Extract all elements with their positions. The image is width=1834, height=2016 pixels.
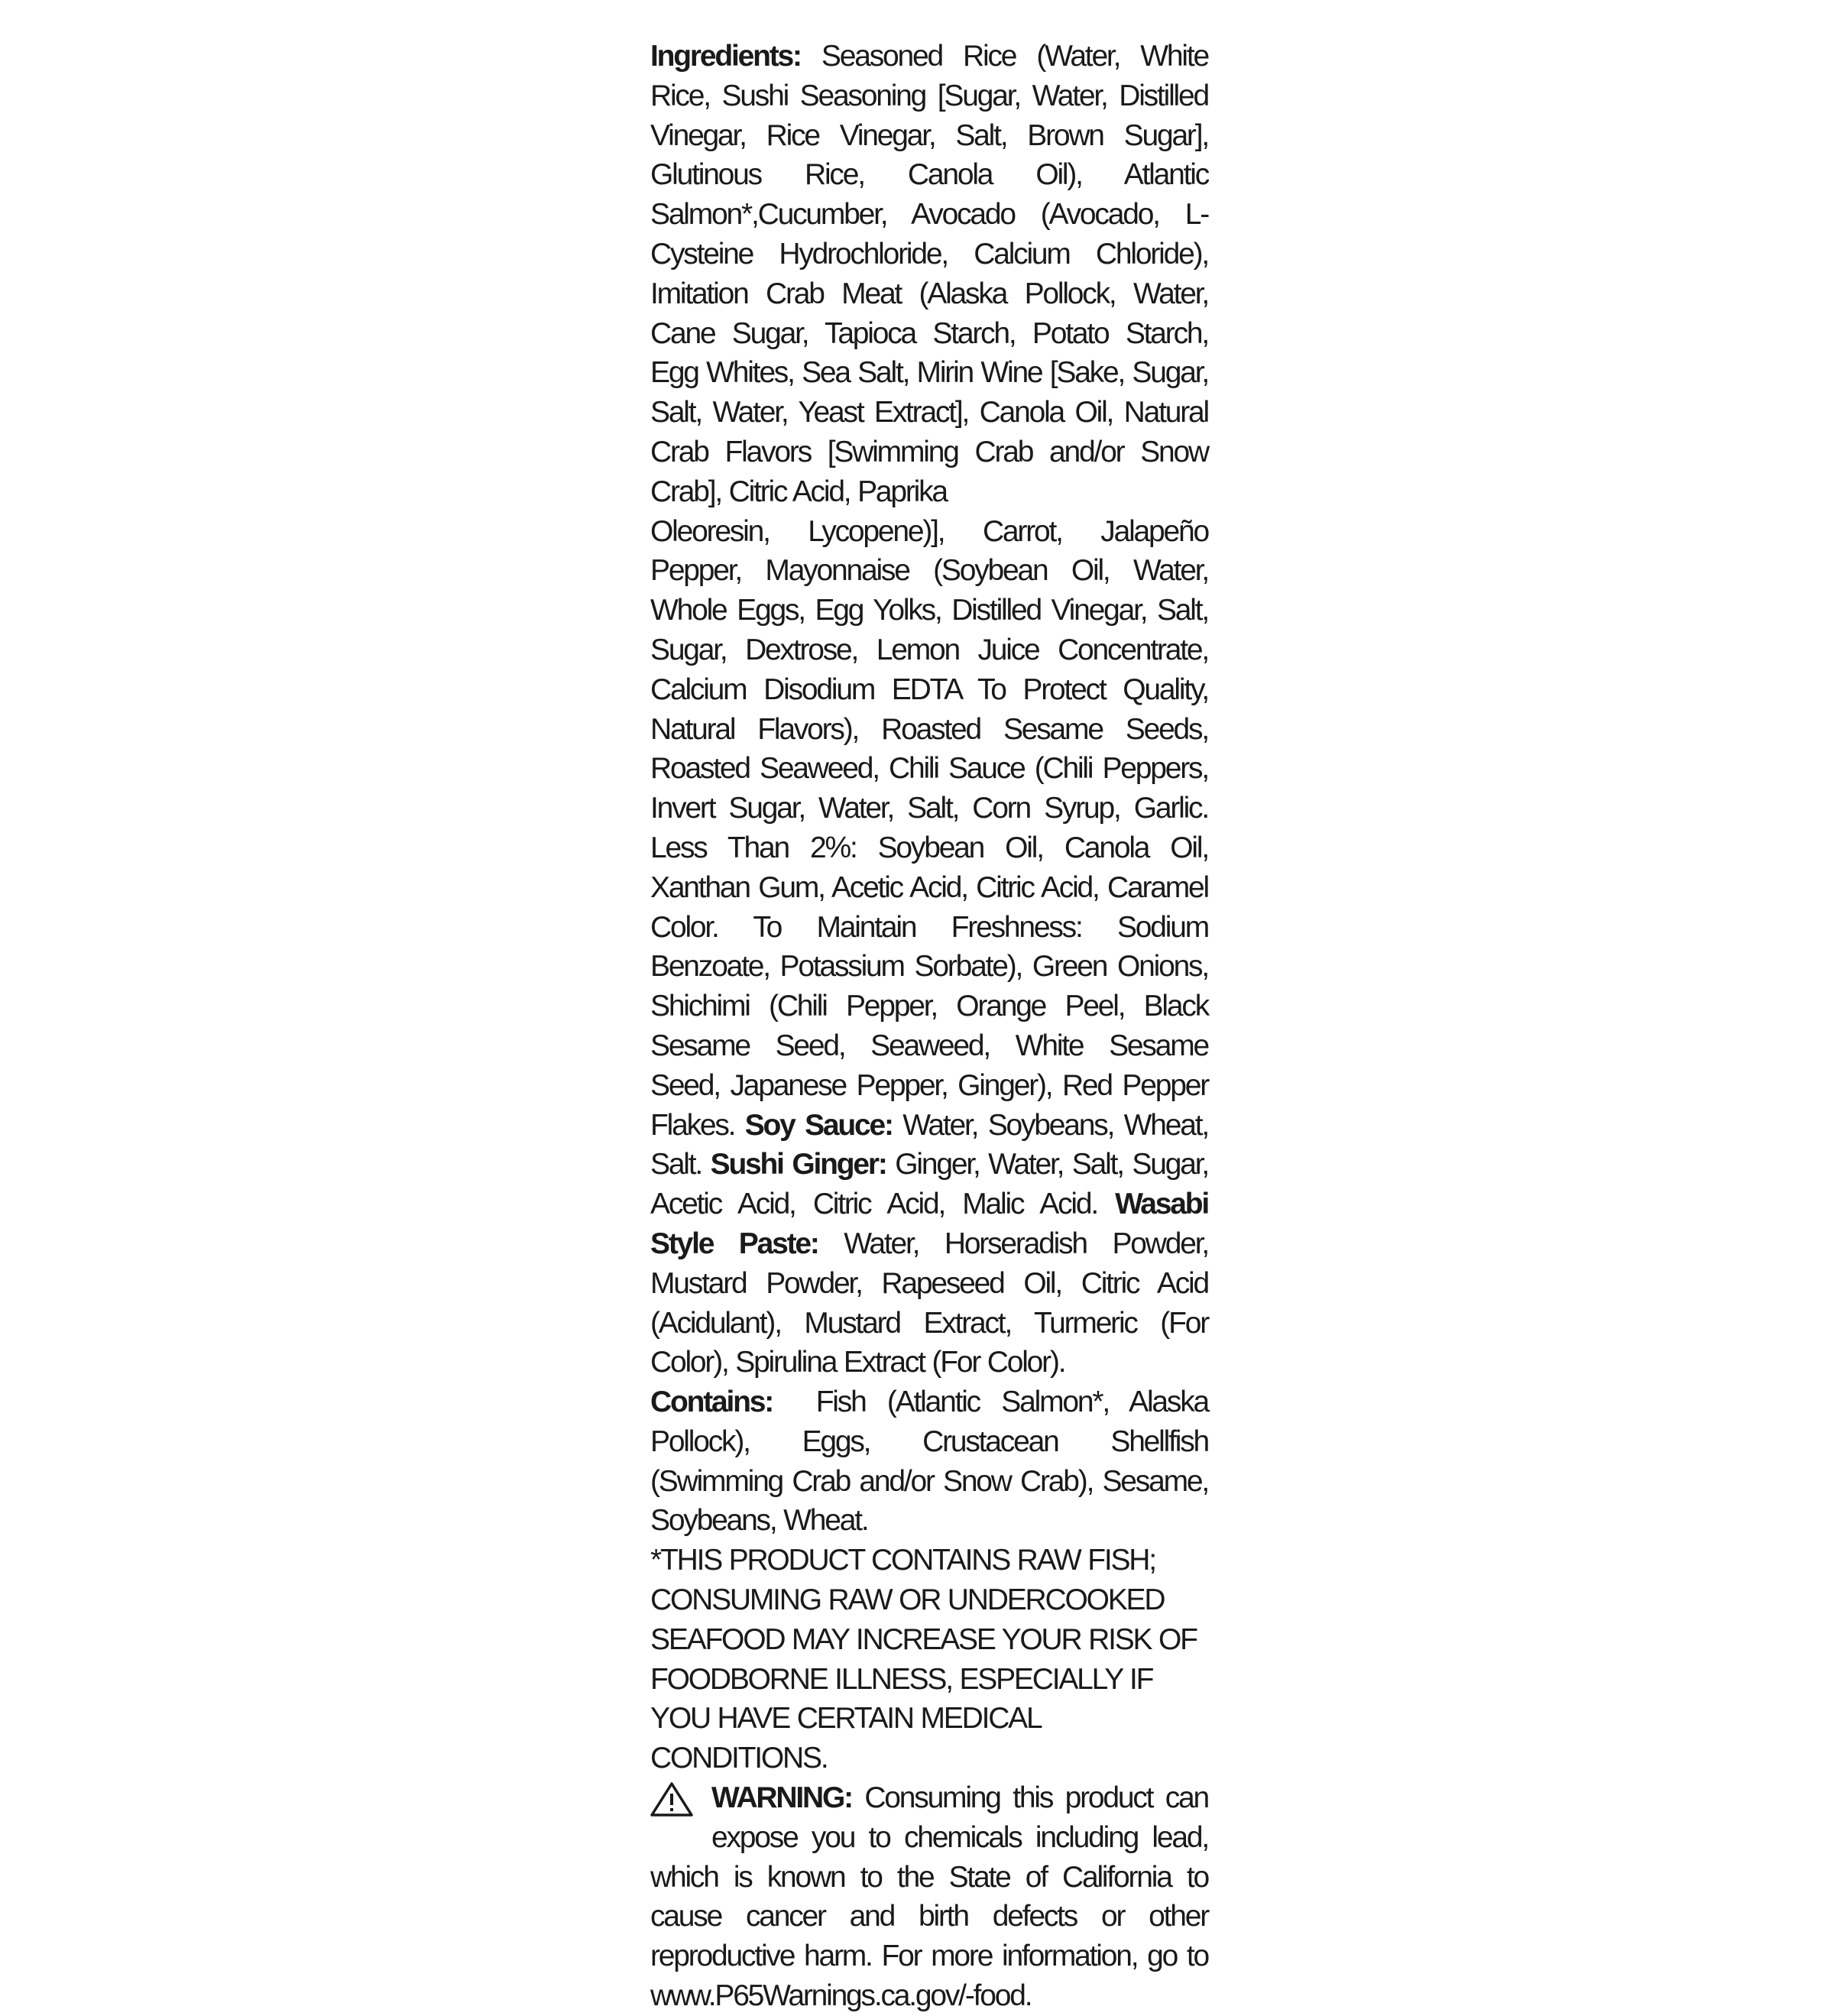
ingredients-heading: Ingredients: <box>650 40 801 73</box>
raw-fish-notice: *THIS PRODUCT CONTAINS RAW FISH; CONSUMING RAW OR UNDERCOOKED SEAFOOD MAY INCREASE YOUR RISK OF FOODBORNE ILLNESS, ESPECIALLY IF YOU HAVE CERTAIN MEDICAL CONDITIONS. <box>650 1544 1197 1775</box>
wasabi-paste-text: Water, Horseradish Powder, Mustard Powder, Rapeseed Oil, Citric Acid (Acidulant), Mustard Extract, Turmeric (For Color), Spirulina Extract (For Color). <box>650 1227 1208 1379</box>
warning-triangle-icon <box>650 1781 696 1818</box>
soy-sauce-text: Water, Soybeans, Wheat, Salt. <box>650 1108 1208 1181</box>
warning-paragraph <box>650 1778 1208 2016</box>
ingredients-paragraph <box>650 37 1208 1382</box>
contains-text: Fish (Atlantic Salmon*, Alaska Pollock), Eggs, Crustacean Shellfish (Swimming Crab and/or Snow Crab), Sesame, Soybeans, Wheat. <box>650 1386 1216 1538</box>
ingredients-text-part-2: Oleoresin, Lycopene)], Carrot, Jalapeño Pepper, Mayonnaise (Soybean Oil, Water, Whole Eggs, Egg Yolks, Distilled Vinegar, Salt, Sugar, Dextrose, Lemon Juice Concentrate, Calcium Disodium EDTA To Protect Quality, Natural Flavors), Roasted Sesame Seeds, Roasted Seaweed, Chili Sauce (Chili Peppers, Invert Sugar, Water, Salt, Corn Syrup, Garlic. Less Than 2%: Soybean Oil, Canola Oil, Xanthan Gum, Acetic Acid, Citric Acid, Caramel Color. To Maintain Freshness: Sodium Benzoate, Potassium Sorbate), Green Onions, Shichimi (Chili Pepper, Orange Peel, Black Sesame Seed, Seaweed, White Sesame Seed, Japanese Pepper, Ginger), Red Pepper Flakes. <box>650 514 1208 1142</box>
contains-paragraph <box>650 1382 1216 1541</box>
contains-heading: Contains: <box>650 1386 773 1419</box>
warning-text: Consuming this product can expose you to chemicals including lead, which is known to the State of California to cause cancer and birth defects or other reproductive harm. For more information, go to www.P65Warnings.ca.gov/-food. <box>650 1781 1208 2013</box>
soy-sauce-heading: Soy Sauce: <box>744 1108 893 1142</box>
sushi-ginger-text: Ginger, Water, Salt, Sugar, Acetic Acid, Citric Acid, Malic Acid. <box>650 1148 1208 1221</box>
ingredients-text-part-1: Seasoned Rice (Water, White Rice, Sushi Seasoning [Sugar, Water, Distilled Vinegar, Rice Vinegar, Salt, Brown Sugar], Glutinous Rice, Canola Oil), Atlantic Salmon*,Cucumber, Avocado (Avocado, L-Cysteine Hydrochloride, Calcium Chloride), Imitation Crab Meat (Alaska Pollock, Water, Cane Sugar, Tapioca Starch, Potato Starch, Egg Whites, Sea Salt, Mirin Wine [Sake, Sugar, Salt, Water, Yeast Extract], Canola Oil, Natural Crab Flavors [Swimming Crab and/or Snow Crab], Citric Acid, Paprika <box>650 40 1208 508</box>
ingredients-label-panel <box>650 37 1216 2016</box>
prop65-warning <box>650 1778 1208 2016</box>
sushi-ginger-heading: Sushi Ginger: <box>710 1148 886 1181</box>
warning-heading: WARNING: <box>711 1781 852 1815</box>
wasabi-paste-heading: Wasabi Style Paste: <box>650 1188 1208 1260</box>
